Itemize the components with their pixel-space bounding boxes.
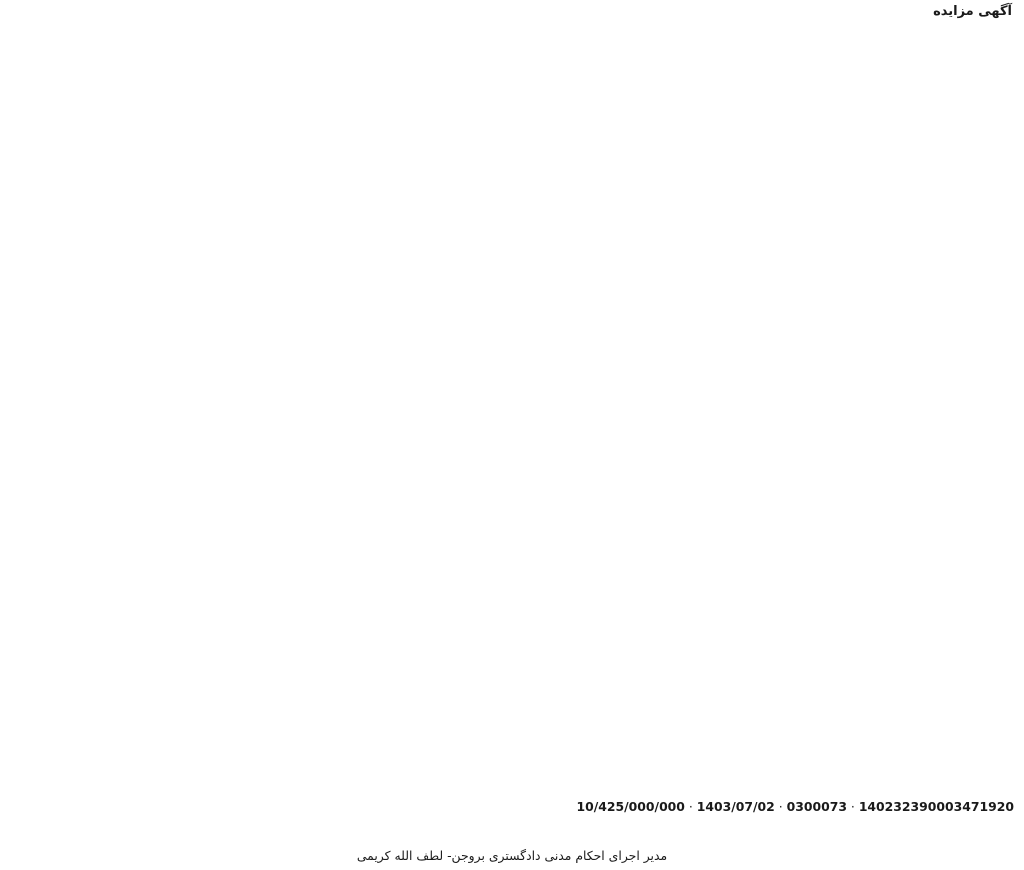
signature-line: مدیر اجرای احکام مدنی دادگستری بروجن- لطف الله کریمی [356,848,668,863]
notice-intro-paragraph [10,36,1014,130]
auction-date: 1403/07/02 [696,799,775,814]
property-specifications-paragraph [10,150,1014,800]
appraisal-total-line: 140232390003471920 · 0300073 · 1403/07/02 · 10/425/000/000 [576,799,1014,814]
case-number: 140232390003471920 [858,799,1014,814]
appraisal-total-value: 10/425/000/000 [576,799,685,814]
notice-title: آگهی مزایده [933,4,1012,19]
file-number: 0300073 [786,799,847,814]
